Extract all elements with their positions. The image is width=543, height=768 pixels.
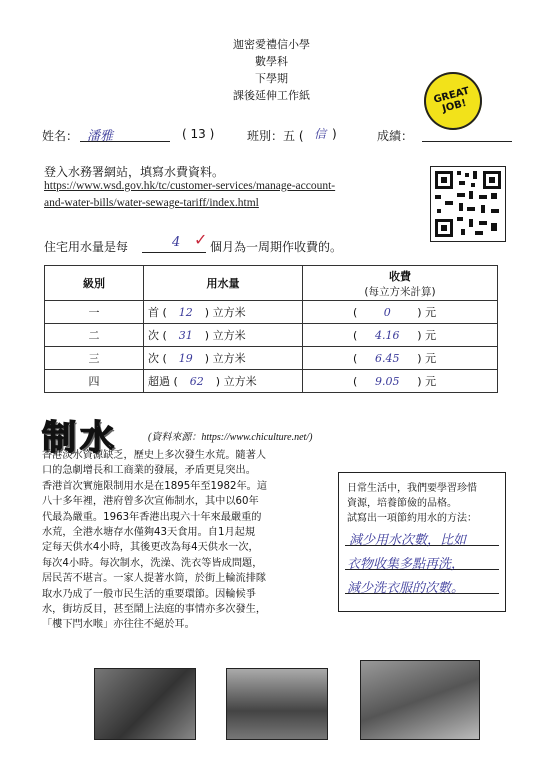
usage-value[interactable]: 19 xyxy=(178,352,193,365)
fee-open: ( xyxy=(353,329,358,342)
subject: 數學科 xyxy=(255,55,288,68)
student-info-row xyxy=(42,125,522,145)
article-line: 口的急劇增長和工商業的發展，矛盾更見突出。 xyxy=(42,465,256,477)
wsd-link-line2[interactable]: and-water-bills/water-sewage-tariff/index.html xyxy=(44,197,259,209)
qr-code[interactable] xyxy=(430,166,506,242)
usage-unit: ) 立方米 xyxy=(215,375,257,388)
name-label: 姓名： xyxy=(42,129,79,143)
answer-text-3[interactable]: 減少洗衣服的次數。 xyxy=(347,581,465,596)
fee-unit: ) 元 xyxy=(417,375,437,388)
answer-prompt-3: 試寫出一項節約用水的方法： xyxy=(347,513,477,524)
header-fee-title: 收費 xyxy=(389,269,411,283)
usage-value[interactable]: 31 xyxy=(178,329,193,342)
article-line: 代最為嚴重。1963年香港出現六十年來最嚴重的 xyxy=(42,511,262,523)
row-level: 四 xyxy=(45,370,144,393)
article-line: 每次4小時。每次制水，洗澡、洗衣等皆成問題， xyxy=(42,557,263,569)
fee-unit: ) 元 xyxy=(417,329,437,342)
table-row xyxy=(45,370,498,393)
article-line: 取水乃成了一般市民生活的重要環節。因輪候爭 xyxy=(42,588,256,600)
usage-unit: ) 立方米 xyxy=(204,306,246,319)
worksheet-title: 課後延伸工作紙 xyxy=(233,89,310,102)
school-name: 迦密愛禮信小學 xyxy=(233,38,310,51)
period-row xyxy=(44,230,444,256)
period-prefix: 住宅用水量是每 xyxy=(44,240,129,254)
usage-value[interactable]: 12 xyxy=(178,306,193,319)
fee-open: ( xyxy=(353,352,358,365)
usage-unit: ) 立方米 xyxy=(204,329,246,342)
article-line: 香港首次實施限制用水是在1895年至1982年。這 xyxy=(42,480,268,492)
row-usage xyxy=(144,301,303,324)
article-line: 水荒，全港水塘存水僅夠43天食用。自1月起規 xyxy=(42,527,256,539)
header-usage: 用水量 xyxy=(144,266,303,301)
row-usage xyxy=(144,370,303,393)
table-row xyxy=(45,347,498,370)
row-fee xyxy=(303,370,498,393)
row-level: 二 xyxy=(45,324,144,347)
qr-code-pattern xyxy=(431,167,505,241)
fee-unit: ) 元 xyxy=(417,306,437,319)
table-header-row xyxy=(45,266,498,301)
usage-prefix: 首 ( xyxy=(148,306,167,319)
article-line: 水，街坊反目，甚至鬧上法庭的事情亦多次發生， xyxy=(42,604,267,616)
article-line: 八十多年裡，港府曾多次宣佈制水，其中以60年 xyxy=(42,496,259,508)
row-level: 一 xyxy=(45,301,144,324)
photo-street-buckets xyxy=(360,660,480,740)
header-fee-sub: (每立方米計算) xyxy=(364,285,436,298)
term: 下學期 xyxy=(255,72,288,85)
usage-prefix: 超過 ( xyxy=(148,375,178,388)
name-value: 潘雅 xyxy=(87,129,114,144)
photo-water-carrying xyxy=(94,668,196,740)
great-job-sticker xyxy=(424,72,482,130)
fee-value[interactable]: 4.16 xyxy=(375,329,400,342)
article-source[interactable]: (資料來源：https://www.chiculture.net/) xyxy=(148,432,313,443)
instruction-text: 登入水務署網站，填寫水費資料。 xyxy=(44,165,225,179)
article-line: 「樓下閂水喉」亦往往不絕於耳。 xyxy=(42,619,195,631)
row-fee xyxy=(303,347,498,370)
table-row xyxy=(45,301,498,324)
row-usage xyxy=(144,324,303,347)
row-fee xyxy=(303,301,498,324)
period-suffix: 個月為一周期作收費的。 xyxy=(210,240,343,254)
usage-unit: ) 立方米 xyxy=(204,352,246,365)
tick-mark: ✓ xyxy=(194,230,208,249)
article-line: 定每天供水4小時，其後更改為每4天供水一次， xyxy=(42,542,259,554)
water-fee-table xyxy=(44,265,498,393)
student-number: ( 13 ) xyxy=(182,127,215,141)
fee-value[interactable]: 9.05 xyxy=(375,375,400,388)
header-fee xyxy=(303,266,498,301)
answer-prompt-1: 日常生活中，我們要學習珍惜 xyxy=(347,483,477,494)
fee-open: ( xyxy=(353,306,358,319)
usage-value[interactable]: 62 xyxy=(189,375,204,388)
photo-queue xyxy=(226,668,328,740)
score-field[interactable] xyxy=(422,125,512,142)
row-usage xyxy=(144,347,303,370)
article-line: 居民苦不堪言。一家人提著水筒，於街上輪流排隊 xyxy=(42,573,267,585)
class-label: 班別：五 ( xyxy=(247,129,304,143)
usage-prefix: 次 ( xyxy=(148,352,167,365)
sticker-text: GREAT JOB! xyxy=(432,85,471,115)
header-level: 級別 xyxy=(45,266,144,301)
score-label: 成績： xyxy=(377,129,414,143)
answer-prompt-2: 資源，培養節儉的品格。 xyxy=(347,498,457,509)
article-line: 香港淡水資源缺乏，歷史上多次發生水荒。隨著人 xyxy=(42,450,267,461)
row-fee xyxy=(303,324,498,347)
fee-unit: ) 元 xyxy=(417,352,437,365)
article-body xyxy=(42,448,332,633)
period-value: 4 xyxy=(172,235,181,250)
answer-text-1[interactable]: 減少用水次數，比如 xyxy=(349,533,467,548)
wsd-link-line1[interactable]: https://www.wsd.gov.hk/tc/customer-services/manage-account- xyxy=(44,180,336,192)
article-title: 制水 xyxy=(42,418,118,458)
answer-box xyxy=(338,472,506,612)
class-close: ) xyxy=(332,127,337,141)
answer-text-2[interactable]: 衣物收集多點再洗， xyxy=(347,557,465,572)
fee-value[interactable]: 6.45 xyxy=(375,352,400,365)
fee-value[interactable]: 0 xyxy=(383,306,391,319)
row-level: 三 xyxy=(45,347,144,370)
fee-open: ( xyxy=(353,375,358,388)
table-row xyxy=(45,324,498,347)
usage-prefix: 次 ( xyxy=(148,329,167,342)
class-value: 信 xyxy=(314,127,327,141)
